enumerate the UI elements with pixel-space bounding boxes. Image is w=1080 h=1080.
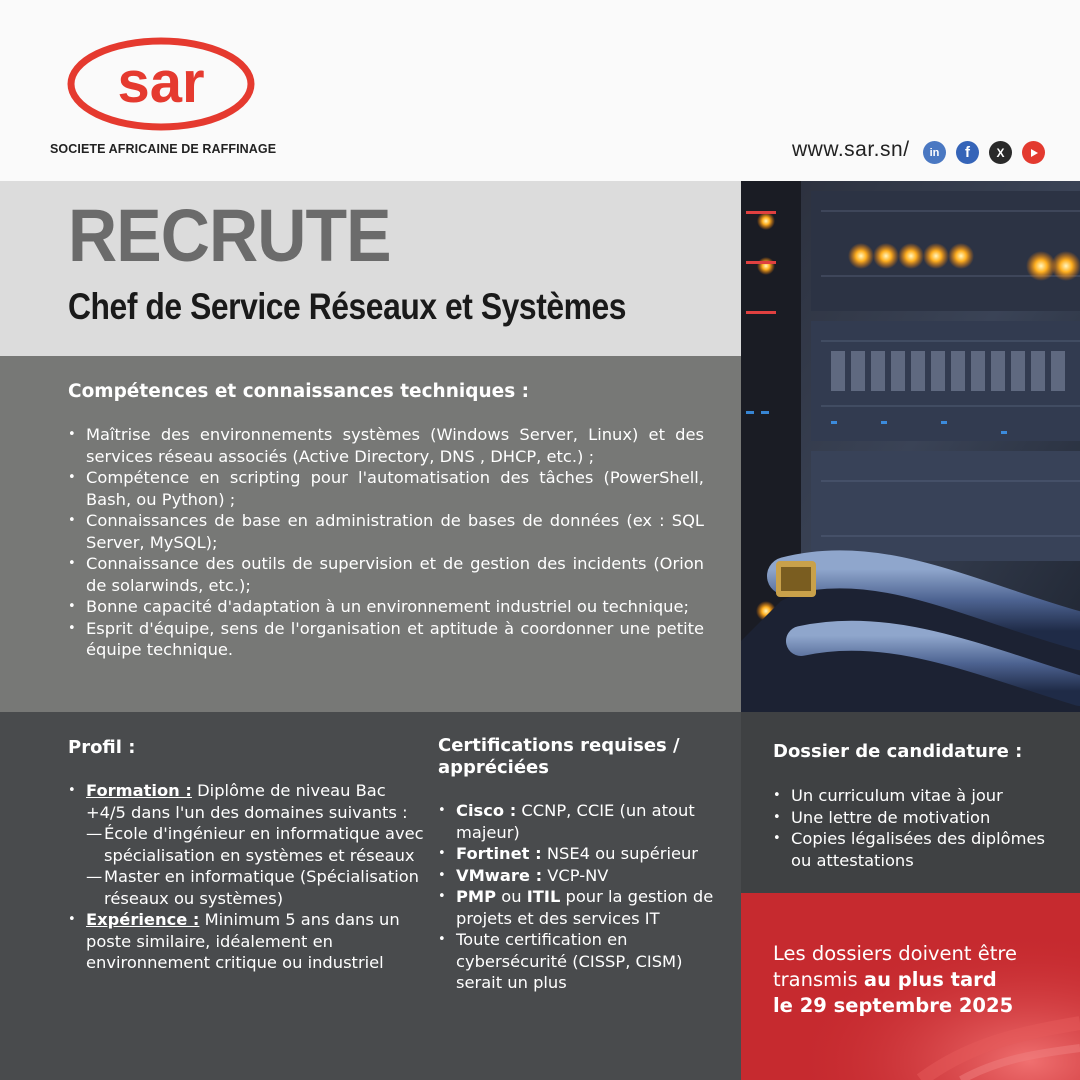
competences-list <box>68 424 704 661</box>
list-item: • Maîtrise des environnements systèmes (Windows Server, Linux) et des services réseau associés (Active Directory, DNS , DHCP, etc.) ; <box>68 424 704 467</box>
cert-detail: Toute certification en cybersécurité (CISSP, CISM) serait un plus <box>456 930 683 992</box>
formation-text: Diplôme de niveau Bac +4/5 dans l'un des domaines suivants : <box>86 781 408 822</box>
x-icon[interactable]: X <box>989 141 1012 164</box>
cert-detail: NSE4 ou supérieur <box>541 844 699 863</box>
deadline-bold: au plus tard <box>863 968 997 991</box>
header <box>0 0 1080 181</box>
experience-item <box>68 909 428 974</box>
list-item: • Un curriculum vitae à jour <box>773 785 1063 807</box>
formation-label: Formation : <box>86 781 192 800</box>
youtube-icon[interactable] <box>1022 141 1045 164</box>
sar-logo <box>66 36 256 132</box>
linkedin-icon[interactable]: in <box>923 141 946 164</box>
website-link[interactable]: www.sar.sn/ <box>792 138 910 161</box>
cert-detail: CCNP, CCIE (un atout majeur) <box>456 801 695 842</box>
cert-name: Cisco : <box>456 801 517 820</box>
list-item: • Une lettre de motivation <box>773 807 1063 829</box>
list-item <box>438 843 728 865</box>
list-item: • Copies légalisées des diplômes ou attestations <box>773 828 1063 871</box>
dossier-list <box>773 785 1063 871</box>
list-item: • Connaissance des outils de supervision et de gestion des incidents (Orion de solarwinds, etc.); <box>68 553 704 596</box>
deadline-text <box>773 941 1073 1019</box>
dossier-heading: Dossier de candidature : <box>773 741 1023 762</box>
profil-heading: Profil : <box>68 737 136 758</box>
facebook-icon[interactable]: f <box>956 141 979 164</box>
play-icon <box>1031 149 1038 157</box>
profil-block <box>68 780 428 974</box>
deadline-date: le 29 septembre 2025 <box>773 994 1014 1017</box>
formation-option: — Master en informatique (Spécialisation réseaux ou systèmes) <box>68 866 428 909</box>
cert-name: VMware : <box>456 865 543 885</box>
svg-text:sar: sar <box>117 50 205 115</box>
cert-detail: VCP-NV <box>542 865 609 885</box>
list-item <box>438 929 728 994</box>
list-item <box>438 865 728 887</box>
company-name: SOCIETE AFRICAINE DE RAFFINAGE <box>50 142 277 156</box>
job-title: Chef de Service Réseaux et Systèmes <box>68 286 627 327</box>
list-item: • Bonne capacité d'adaptation à un environnement industriel ou technique; <box>68 596 704 618</box>
cert-name: Fortinet : <box>456 844 542 863</box>
cert-name: ITIL <box>526 887 561 906</box>
cert-detail: pour la gestion de projets et des services IT <box>456 887 714 928</box>
list-item <box>438 800 728 843</box>
list-item: • Connaissances de base en administration de bases de données (ex : SQL Server, MySQL); <box>68 510 704 553</box>
server-cables-image <box>741 181 1080 712</box>
experience-text: Minimum 5 ans dans un poste similaire, idéalement en environnement critique ou industriel <box>86 910 400 972</box>
competences-heading: Compétences et connaissances techniques : <box>68 381 530 402</box>
list-item <box>438 886 728 929</box>
deadline-intro: Les dossiers doivent être transmis <box>773 942 1017 991</box>
experience-label: Expérience : <box>86 910 200 929</box>
recrute-heading: RECRUTE <box>68 194 391 277</box>
cert-name: PMP <box>456 887 497 906</box>
certifications-heading: Certifications requises / appréciées <box>438 735 680 778</box>
formation-item <box>68 780 428 823</box>
list-item: • Compétence en scripting pour l'automatisation des tâches (PowerShell, Bash, ou Python) ; <box>68 467 704 510</box>
formation-option: — École d'ingénieur en informatique avec spécialisation en systèmes et réseaux <box>68 823 428 866</box>
cert-detail: ou <box>496 887 527 906</box>
list-item: • Esprit d'équipe, sens de l'organisation et aptitude à coordonner une petite équipe technique. <box>68 618 704 661</box>
certifications-list <box>438 800 728 994</box>
